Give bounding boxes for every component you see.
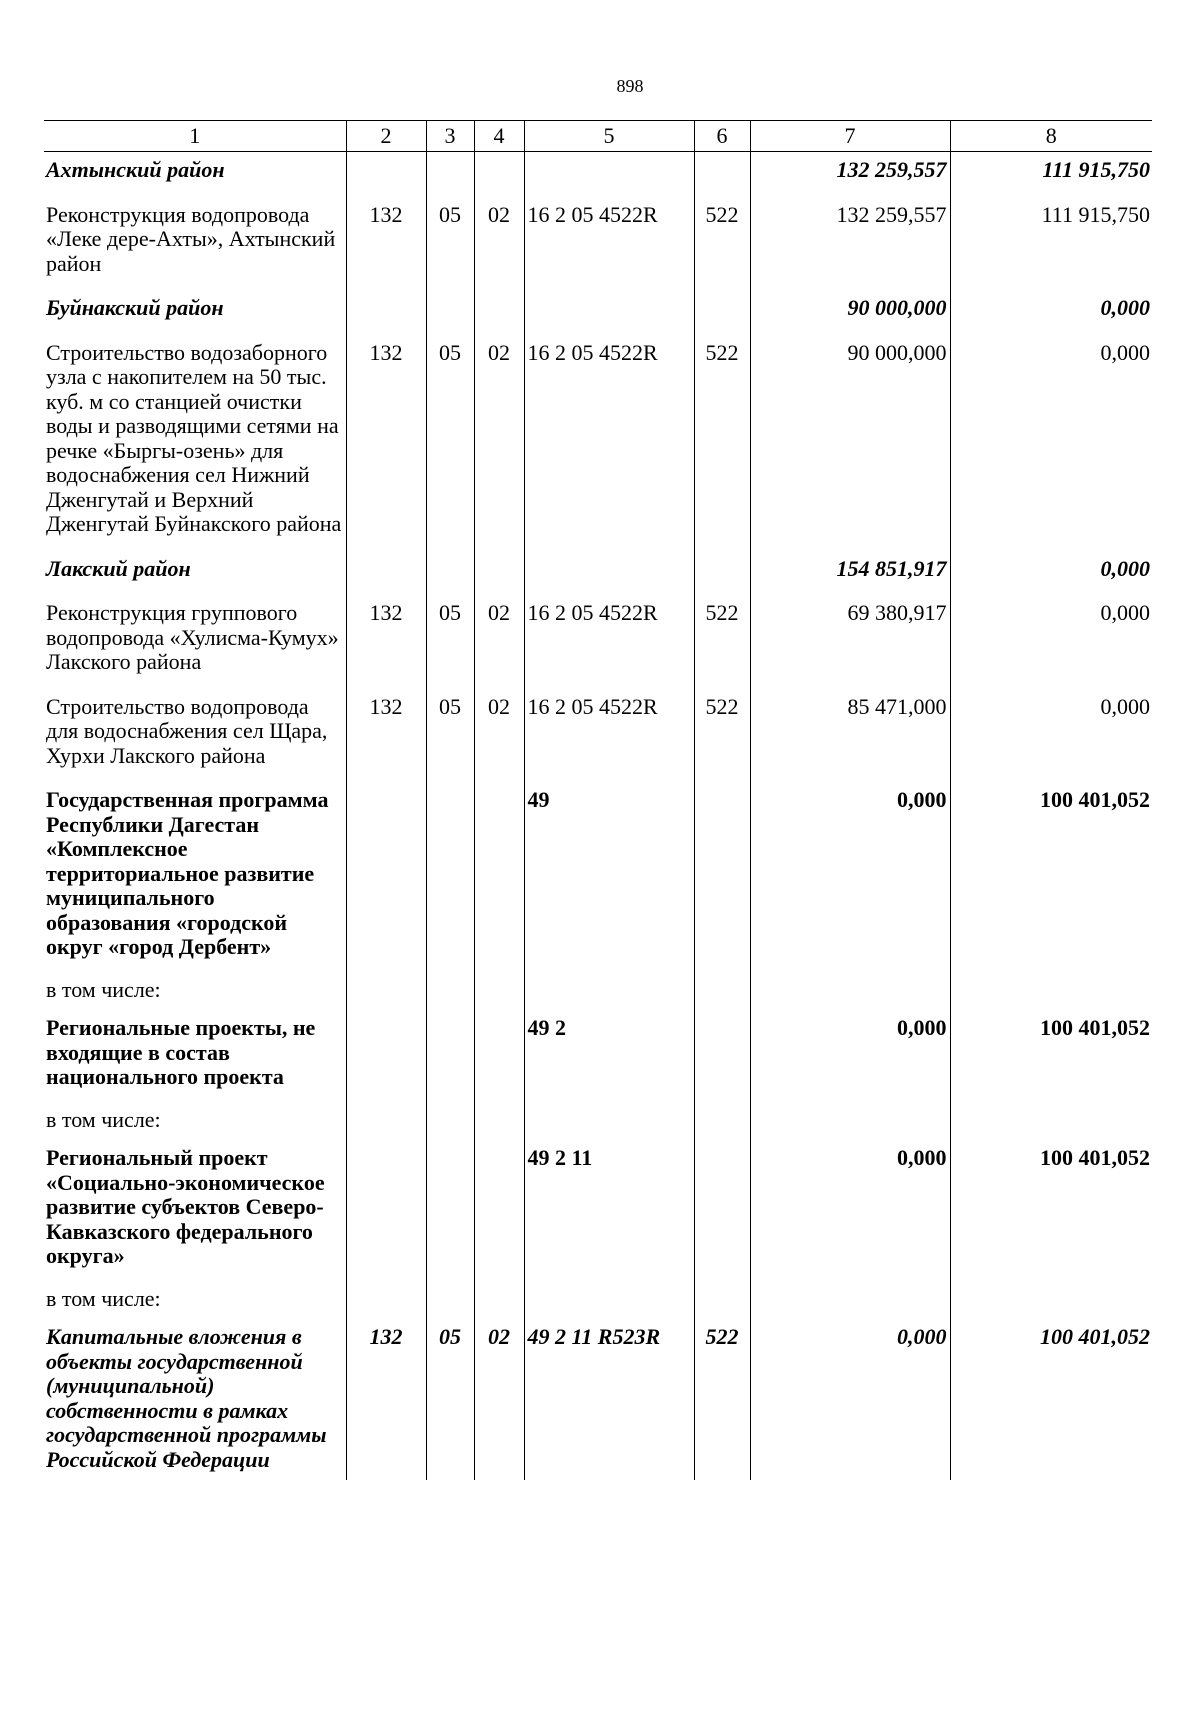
cell-c8: 0,000 [1100,600,1150,625]
row-name: Строительство водопровода для водоснабжения сел Щара, Хурхи Лакского района [44,689,346,783]
table-row [44,290,1152,335]
cell-c3: 05 [426,335,474,551]
cell-c6 [694,782,750,974]
cell-c6: 522 [694,335,750,551]
table-row [44,197,1152,291]
table-row [44,595,1152,689]
cell-c6 [694,1010,750,1104]
column-header: 2 [346,121,426,152]
cell-c2 [346,290,426,335]
row-name: Буйнакский район [44,290,346,335]
cell-c6: 522 [694,1319,750,1480]
cell-c4 [474,1140,524,1283]
table-row [44,689,1152,783]
cell-c4: 02 [474,1319,524,1480]
cell-c8: 111 915,750 [1042,157,1150,182]
cell-c4 [474,1283,524,1320]
cell-c5 [524,974,694,1011]
column-header: 6 [694,121,750,152]
cell-c4 [474,974,524,1011]
cell-c4 [474,290,524,335]
cell-c8: 111 915,750 [1041,201,1150,227]
table-row [44,335,1152,551]
cell-c7 [750,1283,950,1320]
cell-c3 [426,974,474,1011]
cell-c4: 02 [474,197,524,291]
cell-c3 [426,1140,474,1283]
table-row [44,974,1152,1011]
row-name: Ахтынский район [44,152,346,197]
cell-c2 [346,1140,426,1283]
cell-c4 [474,1104,524,1141]
cell-c7: 0,000 [750,1140,950,1283]
row-name: Капитальные вложения в объекты государственной (муниципальной) собственности в рамках государственной программы Российской Федерации [44,1319,346,1480]
cell-c8 [950,1104,1152,1141]
cell-c8: 0,000 [1100,555,1150,581]
cell-c8: 100 401,052 [1040,1145,1150,1170]
cell-c2 [346,974,426,1011]
cell-c5: 49 2 11 R523R [524,1319,694,1480]
cell-c8: 0,000 [1100,693,1150,719]
table-row [44,1104,1152,1141]
cell-c3: 05 [426,689,474,783]
cell-c4 [474,1010,524,1104]
cell-c7: 132 259,557 [750,152,950,197]
cell-c3 [426,1104,474,1141]
table-row [44,1283,1152,1320]
cell-c5 [524,152,694,197]
cell-c8: 0,000 [1100,339,1150,365]
cell-c6 [694,1140,750,1283]
cell-c6 [694,974,750,1011]
cell-c2 [346,782,426,974]
column-header: 7 [750,121,950,152]
cell-c2 [346,1104,426,1141]
cell-c2: 132 [346,197,426,291]
cell-c2: 132 [346,1319,426,1480]
cell-c8: 100 401,052 [1040,787,1150,812]
cell-c5: 49 2 [524,1010,694,1104]
cell-c4 [474,782,524,974]
cell-c2: 132 [346,689,426,783]
cell-c6 [694,1104,750,1141]
cell-c7 [750,974,950,1011]
cell-c7 [750,1104,950,1141]
table-row [44,551,1152,596]
cell-c5 [524,1104,694,1141]
cell-c3 [426,290,474,335]
cell-c2 [346,152,426,197]
column-header: 5 [524,121,694,152]
row-name: Реконструкция водопровода «Леке дере-Ахты», Ахтынский район [44,197,346,291]
cell-c4 [474,551,524,596]
cell-c4 [474,152,524,197]
column-header: 3 [426,121,474,152]
cell-c5 [524,551,694,596]
cell-c4: 02 [474,689,524,783]
table-row [44,1140,1152,1283]
cell-c6: 522 [694,689,750,783]
cell-c2 [346,1010,426,1104]
cell-c4: 02 [474,595,524,689]
cell-c8 [950,974,1152,1011]
row-name: в том числе: [44,974,346,1011]
cell-c6 [694,290,750,335]
cell-c4: 02 [474,335,524,551]
cell-c3 [426,1283,474,1320]
cell-c7: 154 851,917 [750,551,950,596]
cell-c6 [694,551,750,596]
cell-c3 [426,152,474,197]
cell-c3: 05 [426,1319,474,1480]
cell-c7: 85 471,000 [750,689,950,783]
cell-c7: 0,000 [750,782,950,974]
cell-c7: 0,000 [750,1319,950,1480]
cell-c2: 132 [346,335,426,551]
column-header: 1 [44,121,346,152]
cell-c5: 16 2 05 4522R [524,689,694,783]
table-row [44,1010,1152,1104]
cell-c2 [346,1283,426,1320]
cell-c3 [426,1010,474,1104]
column-header: 4 [474,121,524,152]
cell-c5 [524,1283,694,1320]
table-row [44,152,1152,197]
cell-c3 [426,782,474,974]
row-name: Региональные проекты, не входящие в состав национального проекта [44,1010,346,1104]
row-name: Региональный проект «Социально-экономическое развитие субъектов Северо-Кавказского федерального округа» [44,1140,346,1283]
table-header-row [44,121,1152,152]
cell-c8: 0,000 [1100,295,1150,320]
page-number: 898 [616,76,644,96]
table-row [44,782,1152,974]
cell-c5: 16 2 05 4522R [524,197,694,291]
cell-c6: 522 [694,197,750,291]
cell-c3 [426,551,474,596]
cell-c7: 0,000 [750,1010,950,1104]
cell-c3: 05 [426,595,474,689]
cell-c7: 90 000,000 [750,290,950,335]
cell-c8: 100 401,052 [1040,1324,1150,1349]
row-name: в том числе: [44,1283,346,1320]
cell-c5: 49 2 11 [524,1140,694,1283]
cell-c5 [524,290,694,335]
row-name: Реконструкция группового водопровода «Хулисма-Кумух» Лакского района [44,595,346,689]
row-name: в том числе: [44,1104,346,1141]
cell-c6 [694,1283,750,1320]
cell-c7: 132 259,557 [750,197,950,291]
column-header: 8 [950,121,1152,152]
cell-c8 [950,1283,1152,1320]
cell-c3: 05 [426,197,474,291]
budget-table [44,120,1152,1480]
row-name: Строительство водозаборного узла с накопителем на 50 тыс. куб. м со станцией очистки воды и разводящими сетями на речке «Быргы-озень» для водоснабжения сел Нижний Дженгутай и Верхний Дженгутай Буйнакского района [44,335,346,551]
cell-c2: 132 [346,595,426,689]
row-name: Государственная программа Республики Дагестан «Комплексное территориальное развитие муниципального образования «городской округ «город Дербент» [44,782,346,974]
cell-c7: 69 380,917 [750,595,950,689]
cell-c5: 16 2 05 4522R [524,595,694,689]
cell-c2 [346,551,426,596]
cell-c8: 100 401,052 [1040,1015,1150,1040]
cell-c6 [694,152,750,197]
row-name: Лакский район [44,551,346,596]
table-row [44,1319,1152,1480]
cell-c6: 522 [694,595,750,689]
cell-c7: 90 000,000 [750,335,950,551]
cell-c5: 16 2 05 4522R [524,335,694,551]
cell-c5: 49 [524,782,694,974]
